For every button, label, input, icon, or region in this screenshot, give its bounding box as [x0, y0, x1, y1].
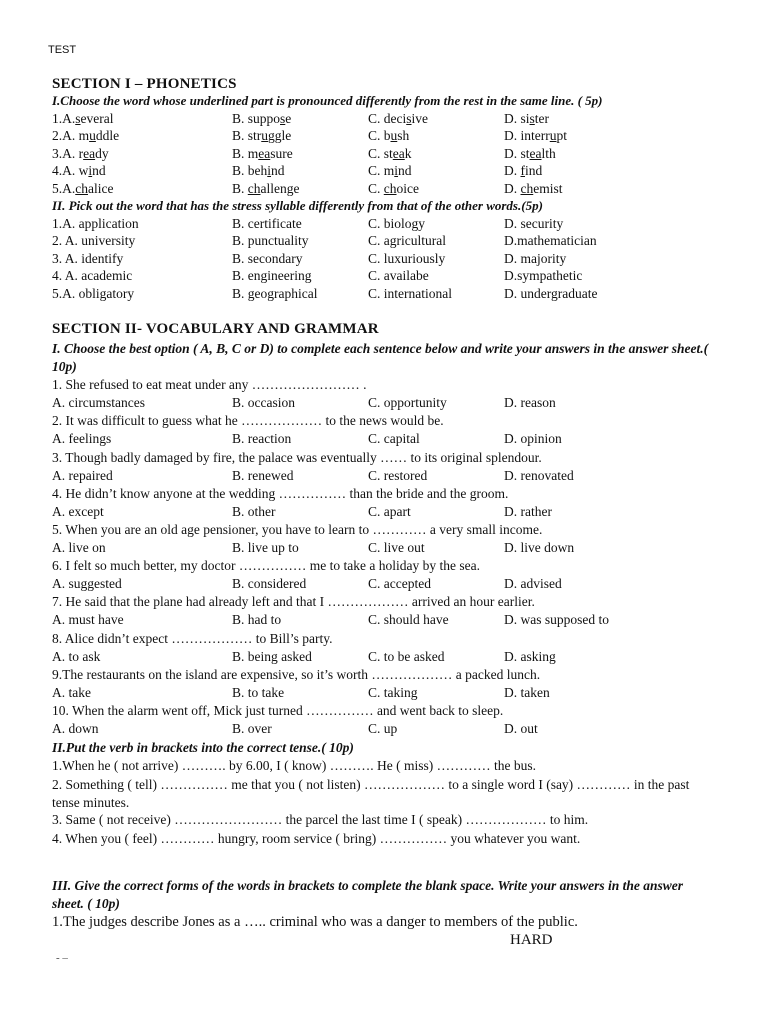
option-a: 2. A. university [52, 233, 136, 248]
option-d: D. majority [504, 251, 567, 266]
option-b: B. secondary [232, 251, 303, 266]
option-d: D. chemist [504, 181, 563, 196]
option-b: B. punctuality [232, 233, 309, 248]
stress-row-1 [52, 216, 712, 234]
option-d: D. security [504, 216, 564, 231]
option-d: D. undergraduate [504, 286, 598, 301]
footer-mark: - – [56, 952, 68, 964]
tense-line-3: 3. Same ( not receive) …………………… the parcel the last time I ( speak) ……………… to him. [52, 812, 589, 827]
question-1: 1. She refused to eat meat under any …………………… . [52, 377, 367, 392]
option-d: D.sympathetic [504, 268, 583, 283]
option-b: B. suppose [232, 111, 292, 126]
option-b: B. renewed [232, 468, 294, 483]
vocab-part-2-instruction: II.Put the verb in brackets into the correct tense.( 10p) [52, 740, 354, 755]
question-7: 7. He said that the plane had already left and that I ……………… arrived an hour earlier. [52, 594, 535, 609]
option-d: D. taken [504, 685, 550, 700]
option-a: A. to ask [52, 649, 101, 664]
option-b: B. engineering [232, 268, 312, 283]
section-2-title: SECTION II- VOCABULARY AND GRAMMAR [52, 321, 379, 337]
question-6-options [52, 576, 712, 594]
phonetics-part-2-instruction: II. Pick out the word that has the stress syllable differently from that of the other words.(5p) [52, 198, 543, 213]
option-a: A. circumstances [52, 395, 145, 410]
option-c: C. up [368, 721, 398, 736]
option-c: C. availabe [368, 268, 429, 283]
option-c: C. to be asked [368, 649, 445, 664]
question-9-options [52, 685, 712, 703]
stress-row-3 [52, 251, 712, 269]
vocab-part-1-instruction: I. Choose the best option ( A, B, C or D) to complete each sentence below and write your answers in the answer sheet.( 10p) [52, 341, 709, 374]
option-b: B. occasion [232, 395, 295, 410]
option-b: B. over [232, 721, 272, 736]
option-d: D. advised [504, 576, 562, 591]
question-1-options [52, 395, 712, 413]
option-b: B. reaction [232, 431, 292, 446]
option-a: A. except [52, 504, 104, 519]
option-a: 1.A.several [52, 111, 114, 126]
phonetics-row-2 [52, 128, 712, 146]
option-a: 3.A. ready [52, 146, 109, 161]
question-6: 6. I felt so much better, my doctor …………… me to take a holiday by the sea. [52, 558, 480, 573]
option-d: D. out [504, 721, 538, 736]
option-a: 4.A. wind [52, 163, 106, 178]
option-a: A. suggested [52, 576, 122, 591]
word-form-hint-1: HARD [510, 932, 553, 948]
option-a: 5.A. obligatory [52, 286, 135, 301]
option-c: C. live out [368, 540, 425, 555]
option-d: D. asking [504, 649, 556, 664]
option-d: D. reason [504, 395, 556, 410]
option-c: C. apart [368, 504, 411, 519]
tense-line-4: 4. When you ( feel) ………… hungry, room service ( bring) …………… you whatever you want. [52, 831, 581, 846]
option-a: A. live on [52, 540, 106, 555]
option-c: C. agricultural [368, 233, 446, 248]
stress-row-5 [52, 286, 712, 304]
option-c: C. opportunity [368, 395, 447, 410]
option-a: A. repaired [52, 468, 113, 483]
option-c: C. mind [368, 163, 412, 178]
option-a: 1.A. application [52, 216, 139, 231]
question-3: 3. Though badly damaged by fire, the palace was eventually …… to its original splendour. [52, 450, 542, 465]
option-b: B. challenge [232, 181, 300, 196]
question-2: 2. It was difficult to guess what he ……………… to the news would be. [52, 413, 444, 428]
option-d: D. rather [504, 504, 552, 519]
option-d: D. opinion [504, 431, 562, 446]
option-a: 4. A. academic [52, 268, 133, 283]
question-4-options [52, 504, 712, 522]
option-d: D.mathematician [504, 233, 597, 248]
option-c: C. luxuriously [368, 251, 446, 266]
question-4: 4. He didn’t know anyone at the wedding …………… than the bride and the groom. [52, 486, 509, 501]
option-b: B. geographical [232, 286, 318, 301]
option-a: A. feelings [52, 431, 112, 446]
option-d: D. live down [504, 540, 575, 555]
option-b: B. measure [232, 146, 293, 161]
option-b: B. had to [232, 612, 282, 627]
option-c: C. accepted [368, 576, 431, 591]
question-2-options [52, 431, 712, 449]
option-d: D. interrupt [504, 128, 567, 143]
option-b: B. behind [232, 163, 285, 178]
option-c: C. taking [368, 685, 418, 700]
option-a: A. take [52, 685, 91, 700]
question-10: 10. When the alarm went off, Mick just turned …………… and went back to sleep. [52, 703, 504, 718]
question-8: 8. Alice didn’t expect ……………… to Bill’s party. [52, 631, 333, 646]
question-5-options [52, 540, 712, 558]
question-3-options [52, 468, 712, 486]
phonetics-part-1-instruction: I.Choose the word whose underlined part is pronounced differently from the rest in the same line. ( 5p) [52, 93, 603, 108]
question-10-options [52, 721, 712, 739]
option-a: 2.A. muddle [52, 128, 120, 143]
option-b: B. certificate [232, 216, 302, 231]
option-d: D. sister [504, 111, 550, 126]
option-a: A. must have [52, 612, 124, 627]
phonetics-row-5 [52, 181, 712, 199]
option-b: B. considered [232, 576, 307, 591]
option-b: B. to take [232, 685, 285, 700]
option-b: B. other [232, 504, 276, 519]
stress-row-4 [52, 268, 712, 286]
word-form-question-1: 1.The judges describe Jones as a ….. criminal who was a danger to members of the public. [52, 914, 578, 930]
option-a: 3. A. identify [52, 251, 124, 266]
option-d: D. stealth [504, 146, 556, 161]
option-c: C. restored [368, 468, 428, 483]
stress-row-2 [52, 233, 712, 251]
phonetics-row-1 [52, 111, 712, 129]
question-8-options [52, 649, 712, 667]
option-d: D. find [504, 163, 543, 178]
question-5: 5. When you are an old age pensioner, you have to learn to ………… a very small income. [52, 522, 543, 537]
option-c: C. biology [368, 216, 426, 231]
section-1-title: SECTION I – PHONETICS [52, 76, 237, 92]
tense-line-2: 2. Something ( tell) …………… me that you ( not listen) ……………… to a single word I (say) ………… in the past tense minutes. [52, 777, 690, 810]
option-a: 5.A.chalice [52, 181, 114, 196]
vocab-part-3-instruction: III. Give the correct forms of the words in brackets to complete the blank space. Write your answers in the answer sheet. ( 10p) [52, 878, 684, 911]
option-a: A. down [52, 721, 99, 736]
option-c: C. steak [368, 146, 412, 161]
tense-line-1: 1.When he ( not arrive) ………. by 6.00, I ( know) ………. He ( miss) ………… the bus. [52, 758, 537, 773]
option-c: C. should have [368, 612, 449, 627]
option-b: B. live up to [232, 540, 299, 555]
option-c: C. international [368, 286, 452, 301]
question-7-options [52, 612, 712, 630]
option-c: C. decisive [368, 111, 429, 126]
option-c: C. choice [368, 181, 420, 196]
phonetics-row-4 [52, 163, 712, 181]
phonetics-row-3 [52, 146, 712, 164]
question-9: 9.The restaurants on the island are expensive, so it’s worth ……………… a packed lunch. [52, 667, 541, 682]
option-b: B. struggle [232, 128, 292, 143]
option-b: B. being asked [232, 649, 312, 664]
option-c: C. bush [368, 128, 410, 143]
option-d: D. renovated [504, 468, 574, 483]
option-c: C. capital [368, 431, 420, 446]
option-d: D. was supposed to [504, 612, 609, 627]
test-label: TEST [48, 44, 77, 56]
